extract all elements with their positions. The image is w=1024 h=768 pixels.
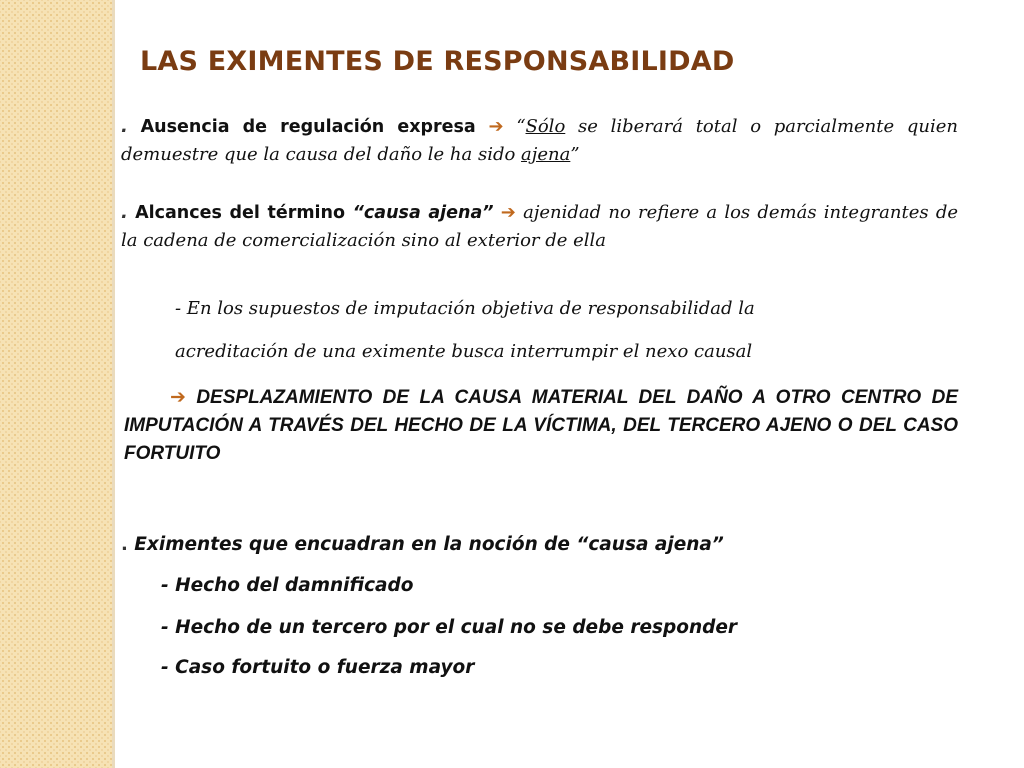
arrow-right-icon: ➔ xyxy=(488,116,504,137)
quote-open: “ xyxy=(516,116,526,137)
decorative-sidebar xyxy=(0,0,112,768)
alcances-label-italic: “causa ajena” xyxy=(352,203,494,223)
bullet-dot: . xyxy=(121,534,128,555)
list-item: - Hecho de un tercero por el cual no se debe responder xyxy=(161,617,738,638)
slide-title: LAS EXIMENTES DE RESPONSABILIDAD xyxy=(140,46,735,77)
quote-solo: Sólo xyxy=(525,116,566,137)
alcances-label: Alcances del término xyxy=(135,203,353,223)
eximentes-heading-text: Eximentes que encuadran en la noción de “causa ajena” xyxy=(134,534,724,555)
bullet-dot: . xyxy=(121,116,128,137)
list-item: - Caso fortuito o fuerza mayor xyxy=(161,657,475,678)
ausencia-label: Ausencia de regulación expresa xyxy=(140,117,476,137)
arrow-right-icon: ➔ xyxy=(170,386,186,408)
arrow-right-icon: ➔ xyxy=(500,202,516,223)
quote-ajena: ajena xyxy=(521,144,571,165)
alcances-text: ajenidad no refiere a los demás integrantes de la cadena de comercialización sino al exterior de ella xyxy=(121,202,958,251)
conclusion-paragraph xyxy=(124,383,958,468)
sidebar-edge xyxy=(112,0,115,768)
conclusion-text: DESPLAZAMIENTO DE LA CAUSA MATERIAL DEL DAÑO A OTRO CENTRO DE IMPUTACIÓN A TRAVÉS DEL HECHO DE LA VÍCTIMA, DEL TERCERO AJENO O DEL CASO FORTUITO xyxy=(124,387,958,464)
quote-close: ” xyxy=(570,144,580,165)
imputacion-line-2: acreditación de una eximente busca interrumpir el nexo causal xyxy=(175,341,753,362)
paragraph-ausencia xyxy=(121,113,958,168)
bullet-dot: . xyxy=(121,202,128,223)
quote-middle: se liberará total o parcialmente quien demuestre que la causa del daño le ha sido xyxy=(121,116,958,165)
imputacion-line-1: - En los supuestos de imputación objetiva de responsabilidad la xyxy=(175,298,755,319)
paragraph-alcances xyxy=(121,199,958,254)
list-item: - Hecho del damnificado xyxy=(161,575,414,596)
eximentes-heading xyxy=(121,534,724,555)
